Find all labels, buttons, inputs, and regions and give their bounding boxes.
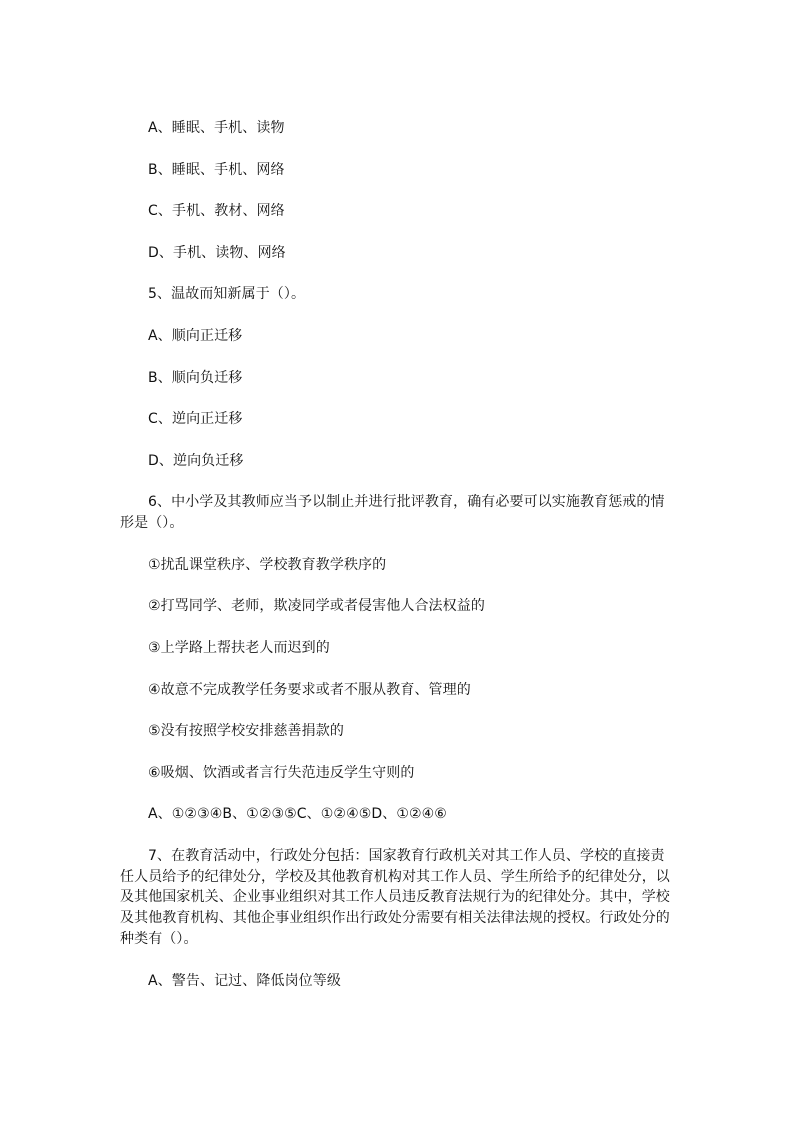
item-6: ⑥吸烟、饮酒或者言行失范违反学生守则的: [148, 764, 415, 781]
option-b: B、睡眠、手机、网络: [148, 161, 285, 178]
item-4: ④故意不完成教学任务要求或者不服从教育、管理的: [148, 681, 471, 698]
option-a: A、顺向正迁移: [148, 327, 243, 344]
question-5: 5、温故而知新属于（）。: [148, 286, 306, 303]
document-page: [120, 118, 678, 1012]
option-b: B、顺向负迁移: [148, 369, 243, 386]
item-1: ①扰乱课堂秩序、学校教育教学秩序的: [148, 556, 387, 573]
option-c: C、逆向正迁移: [148, 411, 243, 428]
item-5: ⑤没有按照学校安排慈善捐款的: [148, 723, 344, 740]
option-d: D、逆向负迁移: [148, 452, 244, 469]
option-a: A、睡眠、手机、读物: [148, 120, 285, 136]
question-6-options: A、①②③④B、①②③⑤C、①②④⑤D、①②④⑥: [148, 806, 447, 823]
option-a: A、警告、记过、降低岗位等级: [148, 972, 341, 989]
option-c: C、手机、教材、网络: [148, 203, 285, 220]
question-6: 6、中小学及其教师应当予以制止并进行批评教育，确有必要可以实施教育惩戒的情形是（）。: [120, 494, 665, 532]
option-d: D、手机、读物、网络: [148, 244, 286, 261]
question-7: 7、在教育活动中，行政处分包括：国家教育行政机关对其工作人员、学校的直接责任人员给予的纪律处分，学校及其他教育机构对其工作人员、学生所给予的纪律处分，以及其他国家机关、企业事业组织对其工作人员违反教育法规行为的纪律处分。其中，学校及其他教育机构、其他企事业组织作出行政处分需要有相关法律法规的授权。行政处分的种类有（）。: [120, 847, 670, 948]
item-2: ②打骂同学、老师，欺凌同学或者侵害他人合法权益的: [148, 598, 485, 615]
item-3: ③上学路上帮扶老人而迟到的: [148, 639, 330, 656]
